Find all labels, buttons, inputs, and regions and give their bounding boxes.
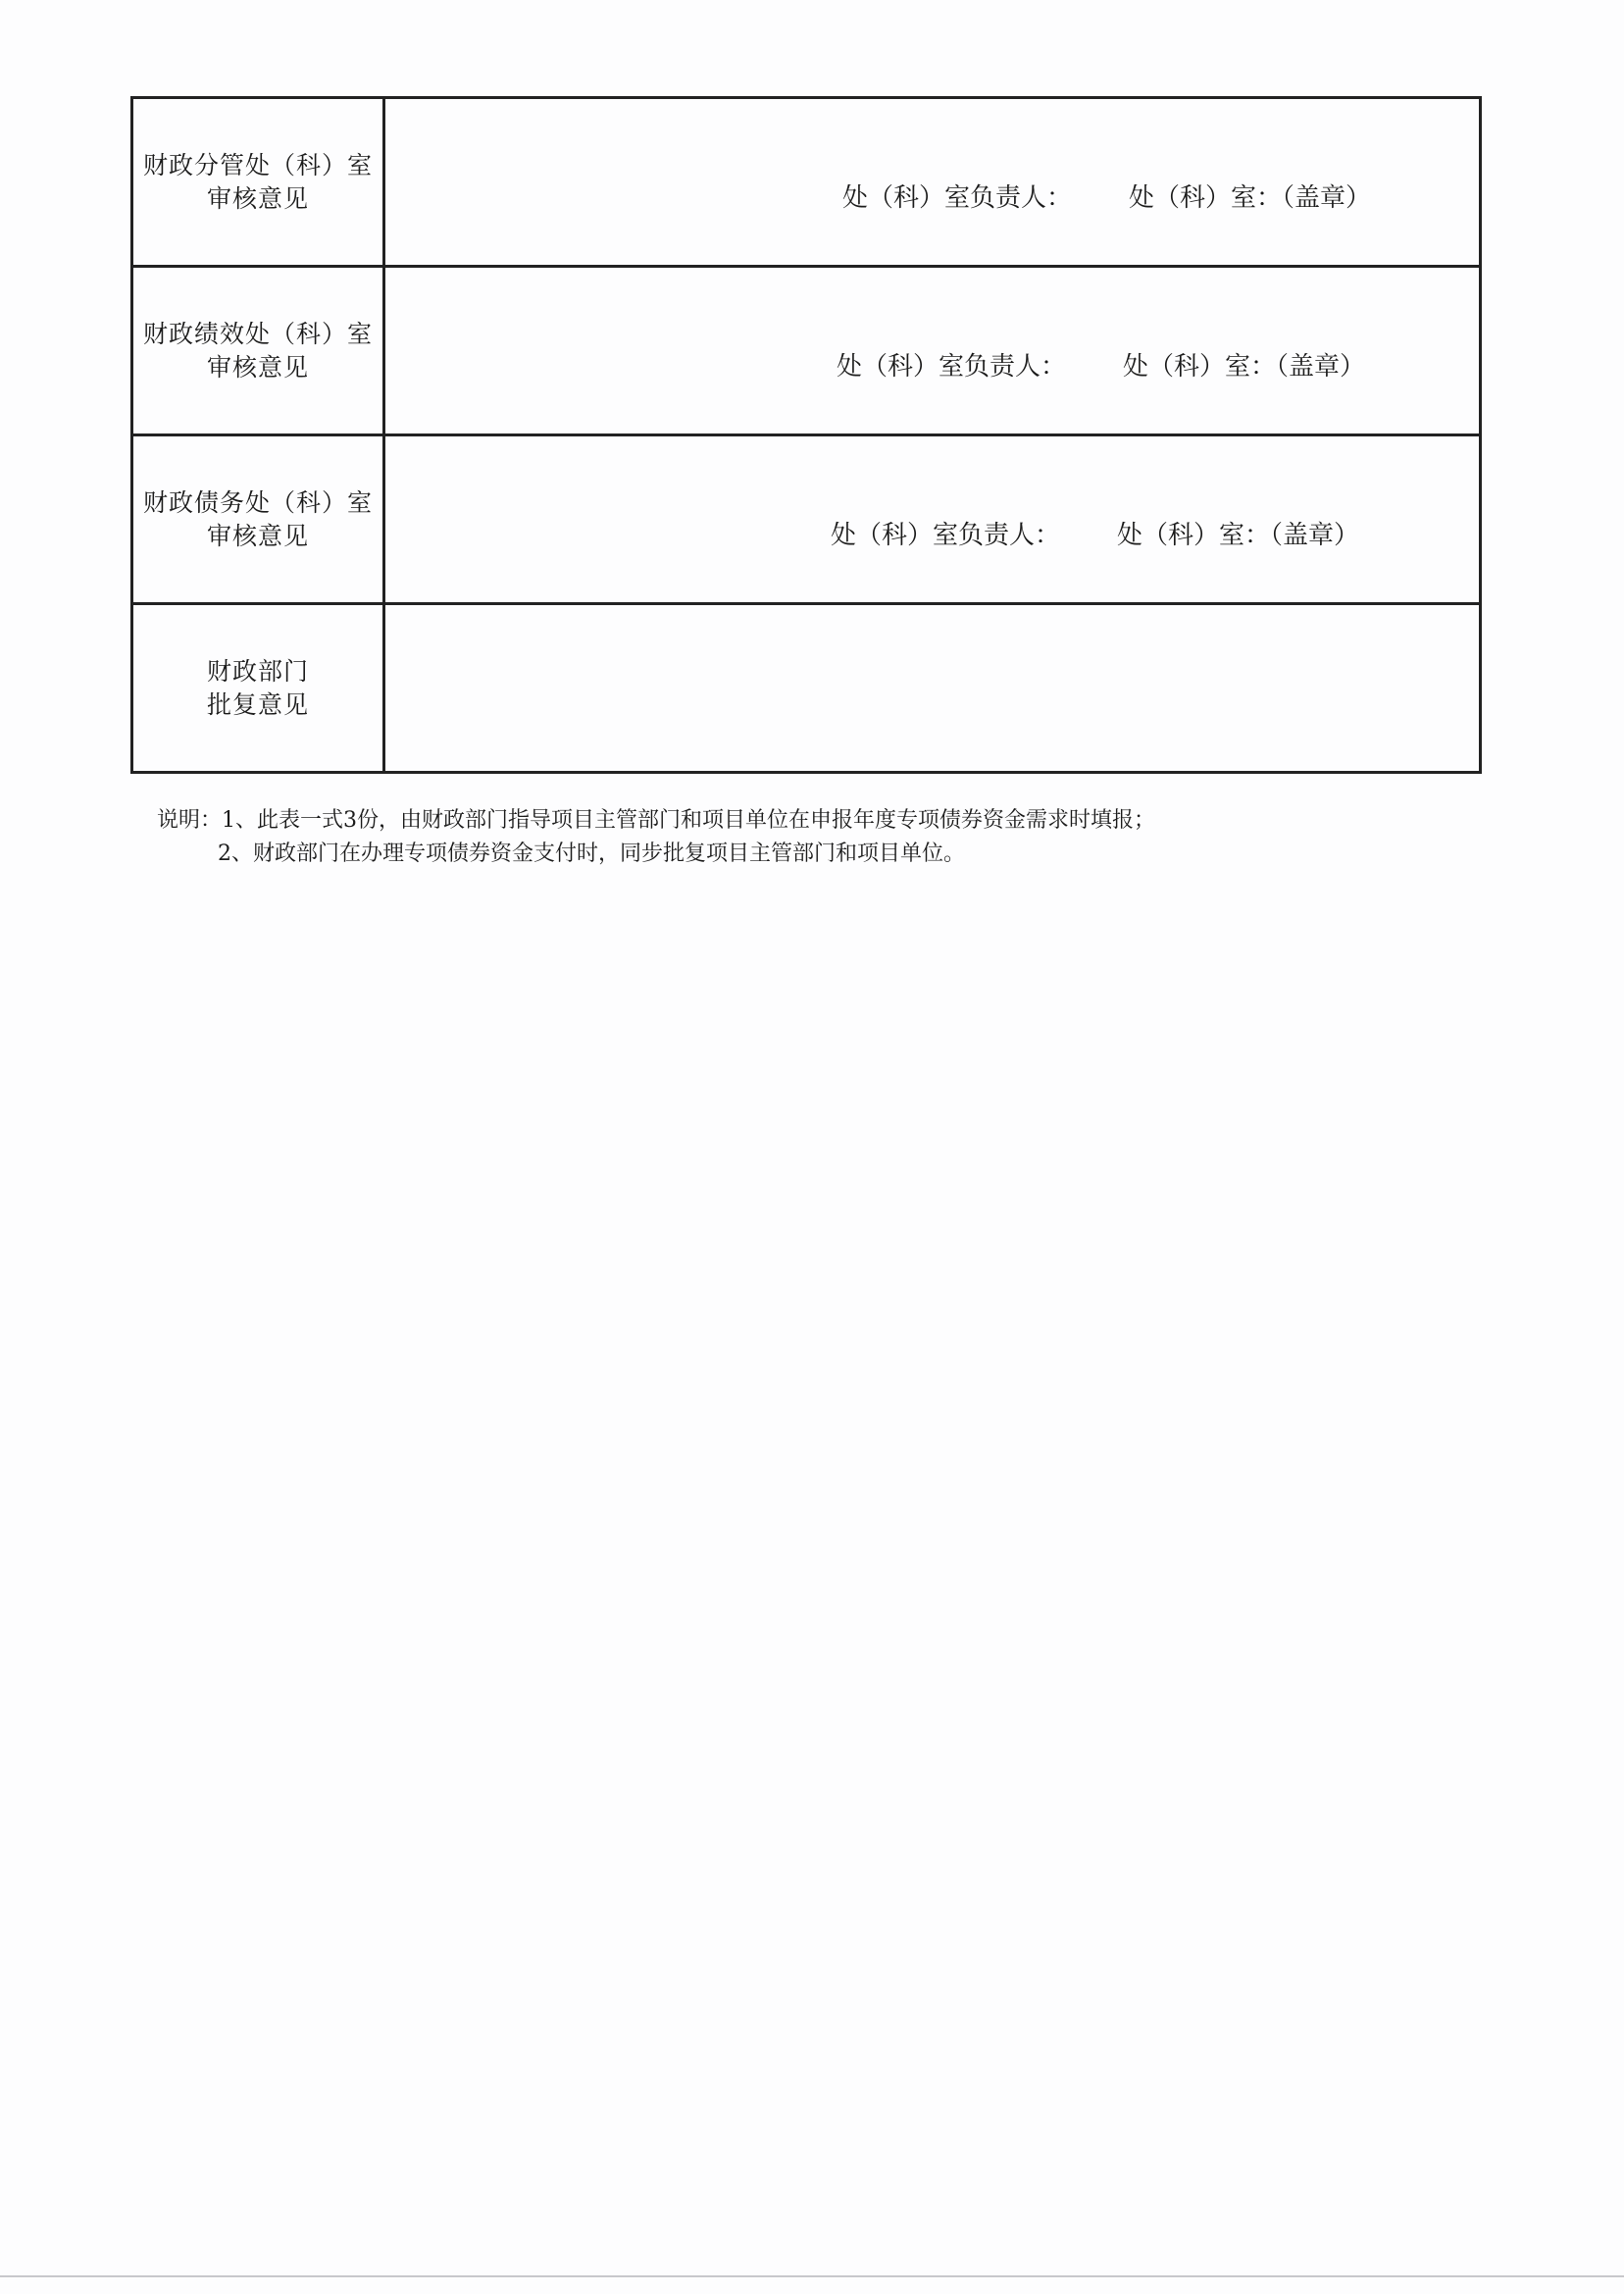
opinion-cell[interactable] [384, 435, 1481, 604]
row-label-line2: 审核意见 [206, 183, 309, 213]
seal-label: 处（科）室：（盖章） [1122, 352, 1365, 382]
table-row [132, 604, 1481, 773]
row-label-line2: 审核意见 [206, 352, 309, 382]
opinion-cell[interactable] [384, 267, 1481, 435]
seal-label: 处（科）室：（盖章） [1128, 183, 1371, 213]
table-row [132, 435, 1481, 604]
row-label-line1: 财政部门 [206, 656, 309, 686]
seal-label: 处（科）室：（盖章） [1116, 521, 1359, 550]
signer-label: 处（科）室负责人： [830, 521, 1060, 550]
approval-cell[interactable] [384, 604, 1481, 773]
signature-line [837, 346, 1365, 382]
row-label-line1: 财政绩效处（科）室 [142, 319, 373, 348]
table-row [132, 98, 1481, 267]
signer-label: 处（科）室负责人： [836, 352, 1066, 382]
opinion-cell[interactable] [384, 98, 1481, 267]
signature-line [831, 515, 1359, 551]
row-label [132, 267, 384, 435]
note-line-2: 2、财政部门在办理专项债券资金支付时，同步批复项目主管部门和项目单位。 [218, 841, 965, 866]
row-label-line1: 财政分管处（科）室 [142, 150, 373, 179]
row-label [132, 98, 384, 267]
row-label-line1: 财政债务处（科）室 [142, 487, 373, 517]
row-label-line2: 批复意见 [206, 689, 309, 719]
signature-line [842, 178, 1371, 214]
row-label [132, 604, 384, 773]
row-label-line2: 审核意见 [206, 521, 309, 550]
notes-section [157, 804, 1155, 871]
row-label [132, 435, 384, 604]
review-opinion-table [130, 96, 1482, 774]
signer-label: 处（科）室负责人： [841, 183, 1072, 213]
page-edge-divider [0, 2275, 1624, 2277]
note-line-1: 说明：1、此表一式3份，由财政部门指导项目主管部门和项目单位在申报年度专项债券资金需求时填报； [157, 808, 1155, 833]
table-row [132, 267, 1481, 435]
